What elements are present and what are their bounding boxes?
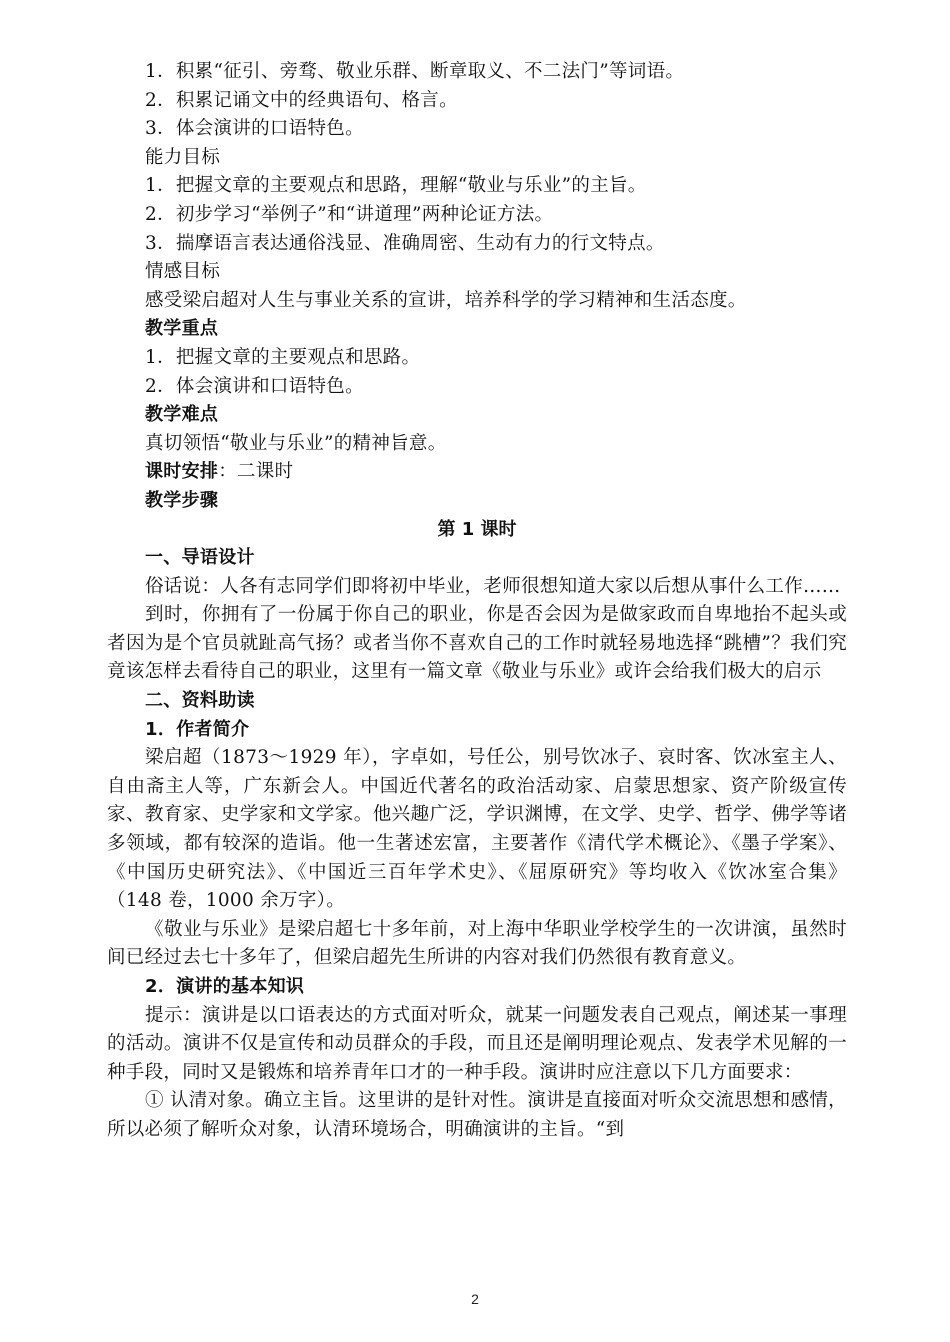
key-point-2: 2．体会演讲和口语特色。 [145, 375, 364, 397]
difficulty-heading: 教学难点 [145, 404, 219, 426]
section-materials-heading: 二、资料助读 [145, 690, 255, 712]
knowledge-objective-3: 3．体会演讲的口语特色。 [145, 118, 364, 140]
page-number: 2 [471, 1291, 479, 1307]
section-intro-heading: 一、导语设计 [145, 547, 255, 569]
key-point-1: 1．把握文章的主要观点和思路。 [145, 346, 421, 368]
author-paragraph-1: 梁启超（1873～1929 年），字卓如，号任公，别号饮冰子、哀时客、饮冰室主人、自由斋主人等，广东新会人。中国近代著名的政治活动家、启蒙思想家、资产阶级宣传家、教育家、史学家和文学家。他兴趣广泛，学识渊博，在文学、史学、哲学、佛学等诸多领域，都有较深的造诣。他一生著述宏富，主要著作《清代学术概论》、《墨子学案》、《中国历史研究法》、《中国近三百年学术史》、《屈原研究》等均收入《饮冰室合集》（148 卷，1000 余万字）。 [107, 747, 847, 912]
emotion-objectives-heading: 情感目标 [145, 261, 221, 283]
intro-paragraph-2: 到时，你拥有了一份属于你自己的职业，你是否会因为是做家政而自卑地抬不起头或者因为是个官员就趾高气扬？或者当你不喜欢自己的工作时就轻易地选择“跳槽”？我们究竟该怎样去看待自己的职业，这里有一篇文章《敬业与乐业》或许会给我们极大的启示 [107, 604, 847, 683]
emotion-objective-text: 感受梁启超对人生与事业关系的宣讲，培养科学的学习精神和生活态度。 [145, 289, 747, 311]
speech-basics-heading: 2．演讲的基本知识 [145, 976, 305, 997]
author-paragraph-2: 《敬业与乐业》是梁启超七十多年前，对上海中华职业学校学生的一次讲演，虽然时间已经过去七十多年了，但梁启超先生所讲的内容对我们仍然很有教育意义。 [107, 918, 847, 969]
knowledge-objective-2: 2．积累记诵文中的经典语句、格言。 [145, 89, 458, 111]
ability-objective-3: 3．揣摩语言表达通俗浅显、准确周密、生动有力的行文特点。 [145, 232, 665, 254]
document-body [107, 58, 847, 1145]
intro-paragraph-1: 俗话说：人各有志同学们即将初中毕业，老师很想知道大家以后想从事什么工作…… [145, 575, 841, 597]
schedule-line [107, 458, 847, 487]
ability-objective-1: 1．把握文章的主要观点和思路，理解“敬业与乐业”的主旨。 [145, 175, 647, 197]
key-points-heading: 教学重点 [145, 318, 219, 340]
lesson-title: 第 1 课时 [437, 518, 517, 540]
speech-paragraph-2: ① 认清对象。确立主旨。这里讲的是针对性。演讲是直接面对听众交流思想和感情，所以必须了解听众对象，认清环境场合，明确演讲的主旨。“到 [107, 1090, 847, 1140]
author-intro-heading: 1．作者简介 [145, 718, 250, 740]
ability-objective-2: 2．初步学习“举例子”和“讲道理”两种论证方法。 [145, 203, 554, 225]
ability-objectives-heading: 能力目标 [145, 146, 221, 168]
teaching-steps-heading: 教学步骤 [145, 489, 219, 511]
knowledge-objective-1: 1．积累“征引、旁骛、敬业乐群、断章取义、不二法门”等词语。 [145, 61, 685, 82]
schedule-label: 课时安排 [145, 461, 219, 483]
speech-paragraph-1: 提示：演讲是以口语表达的方式面对听众，就某一问题发表自己观点，阐述某一事理的活动。演讲不仅是宣传和动员群众的手段，而且还是阐明理论观点、发表学术见解的一种手段，同时又是锻炼和培养青年口才的一种手段。演讲时应注意以下几方面要求： [107, 1004, 847, 1083]
difficulty-text: 真切领悟“敬业与乐业”的精神旨意。 [145, 432, 447, 454]
schedule-value: ：二课时 [218, 461, 294, 483]
